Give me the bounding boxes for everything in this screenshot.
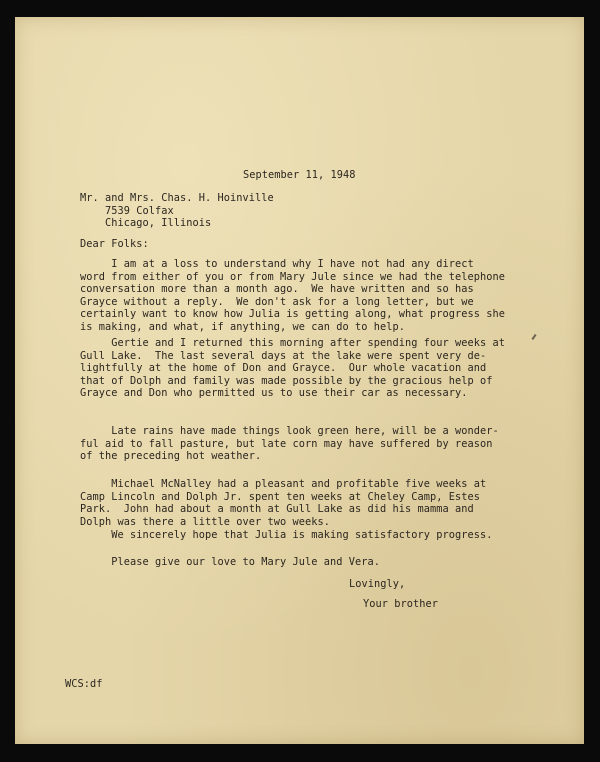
text-line: conversation more than a month ago. We have written and so has	[80, 283, 474, 296]
recipient-address	[80, 192, 274, 230]
body-paragraph	[80, 425, 499, 463]
text-line: word from either of you or from Mary Jule since we had the telephone	[80, 270, 505, 283]
address-line: Mr. and Mrs. Chas. H. Hoinville	[80, 192, 274, 204]
text-line: Park. John had about a month at Gull Lake as did his mamma and	[80, 503, 474, 516]
address-line: Chicago, Illinois	[80, 217, 212, 230]
body-paragraph	[80, 529, 492, 542]
body-paragraph	[80, 556, 380, 569]
complimentary-closing: Lovingly,	[349, 578, 406, 590]
text-line: of the preceding hot weather.	[80, 450, 262, 463]
text-line: Late rains have made things look green here, will be a wonder-	[80, 425, 499, 437]
text-line: Grayce without a reply. We don't ask for a long letter, but we	[80, 295, 474, 308]
text-line: that of Dolph and family was made possible by the gracious help of	[80, 374, 493, 387]
body-paragraph	[80, 337, 505, 400]
text-line: Gull Lake. The last several days at the lake were spent very de-	[80, 349, 487, 362]
text-line: Michael McNalley had a pleasant and profitable five weeks at	[80, 478, 487, 490]
text-line: Please give our love to Mary Jule and Vera.	[80, 556, 380, 568]
text-line: certainly want to know how Julia is getting along, what progress she	[80, 308, 505, 321]
text-line: lightfully at the home of Don and Grayce. Our whole vacation and	[80, 362, 487, 375]
letter-date: September 11, 1948	[243, 169, 356, 181]
text-line: Dolph was there a little over two weeks.	[80, 515, 330, 528]
text-line: Camp Lincoln and Dolph Jr. spent ten weeks at Cheley Camp, Estes	[80, 490, 480, 503]
text-line: We sincerely hope that Julia is making satisfactory progress.	[80, 529, 493, 541]
text-line: Gertie and I returned this morning after spending four weeks at	[80, 337, 505, 349]
body-paragraph	[80, 478, 486, 528]
text-line: ful aid to fall pasture, but late corn may have suffered by reason	[80, 437, 493, 450]
salutation: Dear Folks:	[80, 238, 149, 250]
text-line: is making, and what, if anything, we can do to help.	[80, 320, 405, 333]
body-paragraph	[80, 258, 505, 334]
letter-page	[15, 17, 584, 744]
pencil-mark	[531, 334, 536, 340]
text-line: Grayce and Don who permitted us to use their car as necessary.	[80, 387, 468, 400]
address-line: 7539 Colfax	[80, 204, 174, 217]
reference-initials: WCS:df	[65, 678, 103, 690]
signature-line: Your brother	[363, 598, 438, 610]
text-line: I am at a loss to understand why I have not had any direct	[80, 258, 474, 270]
